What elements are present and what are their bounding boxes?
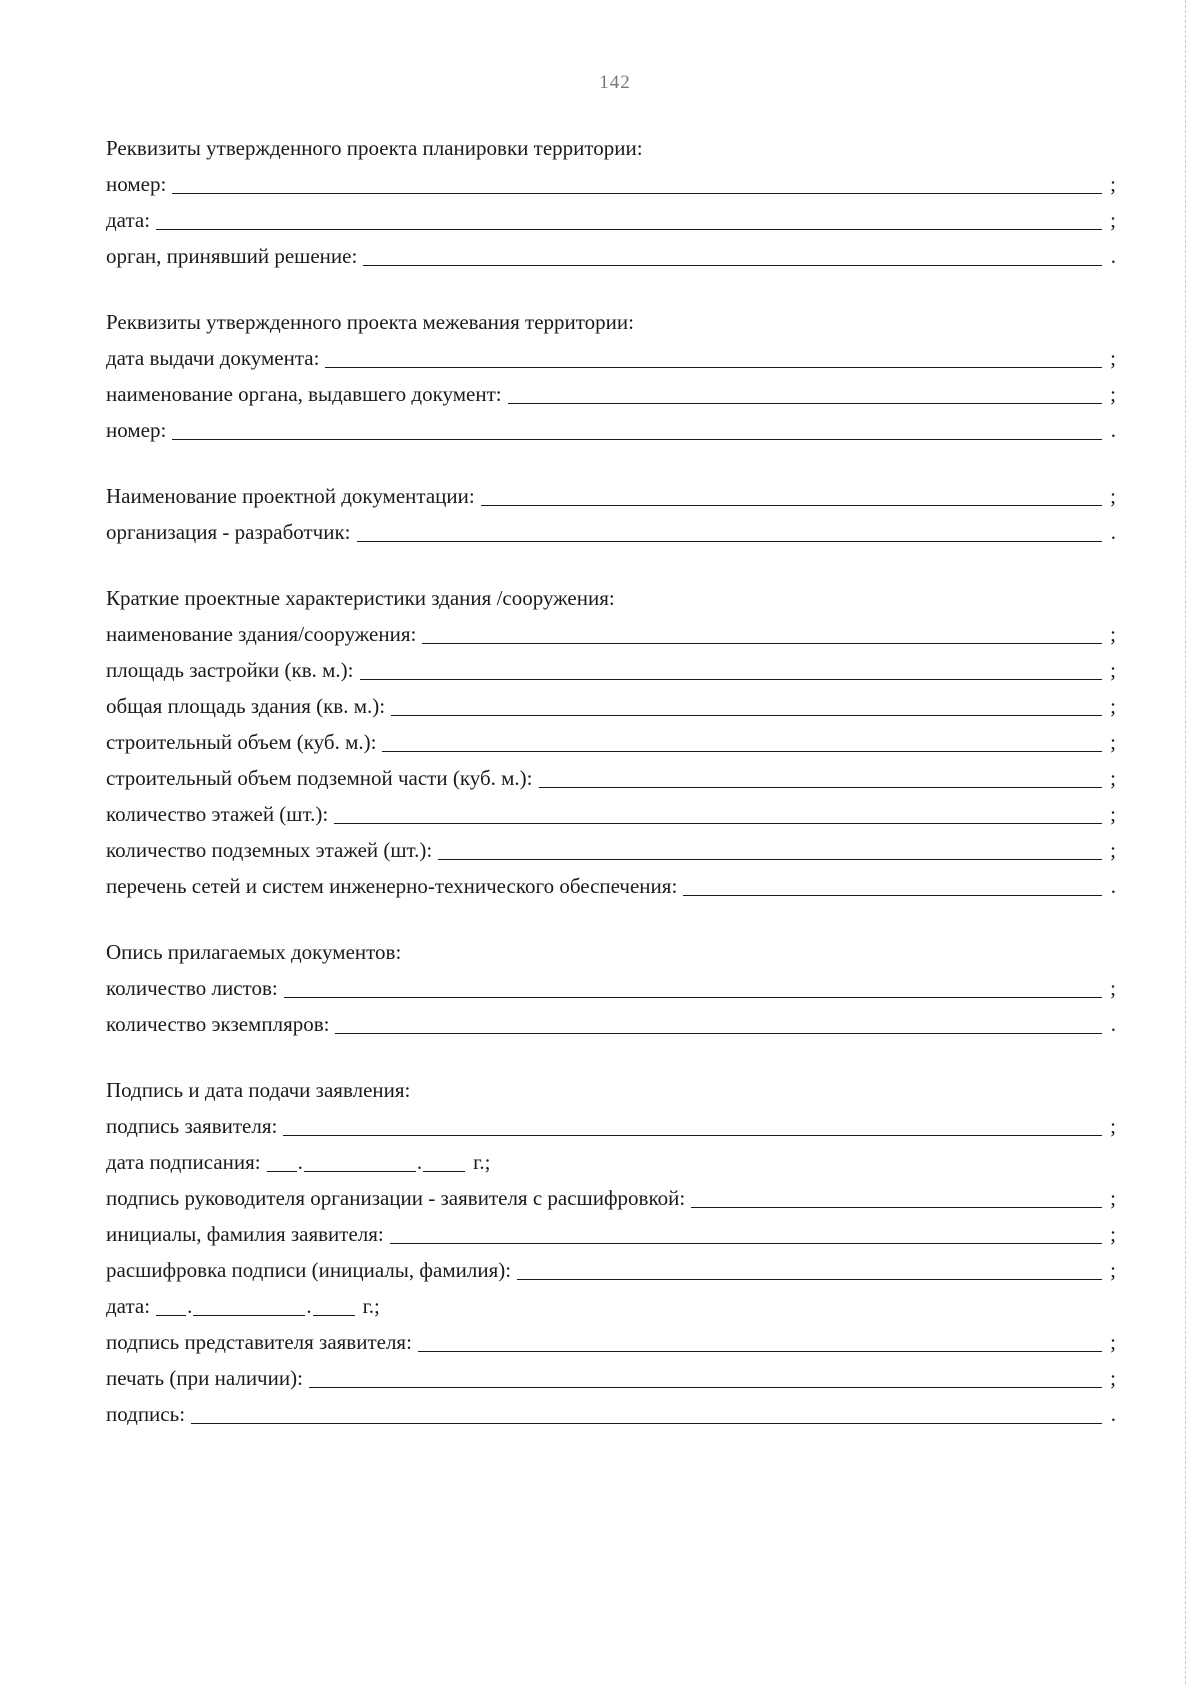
day-blank[interactable] xyxy=(156,1289,186,1316)
field-blank-line[interactable] xyxy=(172,413,1102,440)
underground-volume-field[interactable] xyxy=(106,760,1116,796)
field-punctuation: ; xyxy=(1110,658,1116,682)
field-label: номер: xyxy=(106,172,167,196)
field-punctuation: . xyxy=(1110,244,1116,268)
field-blank-line[interactable] xyxy=(360,653,1103,680)
field-punctuation: ; xyxy=(1110,694,1116,718)
field-punctuation: ; xyxy=(1110,1186,1116,1210)
field-label: количество подземных этажей (шт.): xyxy=(106,838,433,862)
field-blank-line[interactable] xyxy=(335,1007,1102,1034)
project-documentation-name-field[interactable] xyxy=(106,478,1116,514)
field-label: перечень сетей и систем инженерно-технического обеспечения: xyxy=(106,874,678,898)
field-punctuation: ; xyxy=(1110,976,1116,1000)
field-punctuation: ; xyxy=(1110,1330,1116,1354)
engineering-networks-field[interactable] xyxy=(106,868,1116,904)
building-characteristics-section xyxy=(106,580,1116,904)
field-blank-line[interactable] xyxy=(390,1217,1102,1244)
field-blank-line[interactable] xyxy=(325,341,1102,368)
field-blank-line[interactable] xyxy=(357,515,1102,542)
field-label: подпись руководителя организации - заявителя с расшифровкой: xyxy=(106,1186,686,1210)
year-blank[interactable] xyxy=(313,1289,355,1316)
field-label: наименование здания/сооружения: xyxy=(106,622,417,646)
field-punctuation: . xyxy=(1110,520,1116,544)
field-label: строительный объем (куб. м.): xyxy=(106,730,377,754)
field-punctuation: ; xyxy=(1110,382,1116,406)
field-blank-line[interactable] xyxy=(284,971,1102,998)
field-blank-line[interactable] xyxy=(363,239,1102,266)
applicant-signature-field[interactable] xyxy=(106,1108,1116,1144)
field-blank-line[interactable] xyxy=(691,1181,1102,1208)
field-punctuation: . xyxy=(1110,1012,1116,1036)
survey-issuer-field[interactable] xyxy=(106,376,1116,412)
field-label: строительный объем подземной части (куб. м.): xyxy=(106,766,533,790)
field-label: расшифровка подписи (инициалы, фамилия): xyxy=(106,1258,512,1282)
signature-decoding-field[interactable] xyxy=(106,1252,1116,1288)
year-blank[interactable] xyxy=(423,1145,465,1172)
field-punctuation: ; xyxy=(1110,208,1116,232)
field-label: подпись заявителя: xyxy=(106,1114,278,1138)
date-suffix: г.; xyxy=(473,1150,491,1174)
field-punctuation: ; xyxy=(1110,802,1116,826)
date-separator: . xyxy=(297,1150,303,1174)
field-label: дата: xyxy=(106,1294,151,1318)
field-label: дата: xyxy=(106,208,151,232)
month-blank[interactable] xyxy=(193,1289,305,1316)
planning-number-field[interactable] xyxy=(106,166,1116,202)
field-label: количество экземпляров: xyxy=(106,1012,330,1036)
field-punctuation: ; xyxy=(1110,1258,1116,1282)
field-blank-line[interactable] xyxy=(172,167,1102,194)
building-volume-field[interactable] xyxy=(106,724,1116,760)
month-blank[interactable] xyxy=(304,1145,416,1172)
section-heading: Краткие проектные характеристики здания /сооружения: xyxy=(106,586,615,610)
field-blank-line[interactable] xyxy=(382,725,1102,752)
total-area-field[interactable] xyxy=(106,688,1116,724)
representative-signature-field[interactable] xyxy=(106,1324,1116,1360)
field-label: количество листов: xyxy=(106,976,278,1000)
date-field[interactable] xyxy=(106,1288,1116,1324)
field-punctuation: . xyxy=(1110,418,1116,442)
field-blank-line[interactable] xyxy=(539,761,1102,788)
planning-authority-field[interactable] xyxy=(106,238,1116,274)
section-heading: Опись прилагаемых документов: xyxy=(106,940,402,964)
page-number: 142 xyxy=(599,72,631,93)
field-label: номер: xyxy=(106,418,167,442)
field-punctuation: ; xyxy=(1110,172,1116,196)
floor-count-field[interactable] xyxy=(106,796,1116,832)
signing-date-field[interactable] xyxy=(106,1144,1116,1180)
field-blank-line[interactable] xyxy=(283,1109,1102,1136)
field-punctuation: ; xyxy=(1110,1222,1116,1246)
sheet-count-field[interactable] xyxy=(106,970,1116,1006)
day-blank[interactable] xyxy=(267,1145,297,1172)
stamp-field[interactable] xyxy=(106,1360,1116,1396)
field-blank-line[interactable] xyxy=(418,1325,1102,1352)
application-form xyxy=(106,130,1116,1462)
field-punctuation: ; xyxy=(1110,346,1116,370)
survey-issue-date-field[interactable] xyxy=(106,340,1116,376)
date-separator: . xyxy=(306,1294,312,1318)
applicant-initials-field[interactable] xyxy=(106,1216,1116,1252)
field-label: площадь застройки (кв. м.): xyxy=(106,658,354,682)
planning-date-field[interactable] xyxy=(106,202,1116,238)
section-heading: Подпись и дата подачи заявления: xyxy=(106,1078,411,1102)
field-blank-line[interactable] xyxy=(683,869,1102,896)
field-blank-line[interactable] xyxy=(391,689,1102,716)
field-label: инициалы, фамилия заявителя: xyxy=(106,1222,384,1246)
field-label: печать (при наличии): xyxy=(106,1366,303,1390)
planning-project-section xyxy=(106,130,1116,274)
field-label: подпись представителя заявителя: xyxy=(106,1330,412,1354)
attached-documents-section xyxy=(106,934,1116,1042)
building-name-field[interactable] xyxy=(106,616,1116,652)
field-label: общая площадь здания (кв. м.): xyxy=(106,694,386,718)
developer-organization-field[interactable] xyxy=(106,514,1116,550)
field-label: Наименование проектной документации: xyxy=(106,484,475,508)
field-blank-line[interactable] xyxy=(422,617,1102,644)
field-punctuation: . xyxy=(1110,874,1116,898)
page-edge-border xyxy=(1185,0,1186,1684)
field-punctuation: ; xyxy=(1110,838,1116,862)
field-blank-line[interactable] xyxy=(191,1397,1102,1424)
field-blank-line[interactable] xyxy=(156,203,1102,230)
field-punctuation: ; xyxy=(1110,1366,1116,1390)
field-punctuation: ; xyxy=(1110,1114,1116,1138)
field-label: дата выдачи документа: xyxy=(106,346,320,370)
field-punctuation: ; xyxy=(1110,484,1116,508)
field-label: орган, принявший решение: xyxy=(106,244,358,268)
section-heading: Реквизиты утвержденного проекта планировки территории: xyxy=(106,136,643,160)
field-punctuation: ; xyxy=(1110,622,1116,646)
field-blank-line[interactable] xyxy=(481,479,1102,506)
underground-floor-count-field[interactable] xyxy=(106,832,1116,868)
section-heading: Реквизиты утвержденного проекта межевания территории: xyxy=(106,310,634,334)
field-blank-line[interactable] xyxy=(334,797,1102,824)
field-blank-line[interactable] xyxy=(517,1253,1102,1280)
field-blank-line[interactable] xyxy=(309,1361,1102,1388)
copy-count-field[interactable] xyxy=(106,1006,1116,1042)
field-punctuation: ; xyxy=(1110,766,1116,790)
date-separator: . xyxy=(187,1294,193,1318)
field-label: наименование органа, выдавшего документ: xyxy=(106,382,502,406)
built-area-field[interactable] xyxy=(106,652,1116,688)
date-suffix: г.; xyxy=(362,1294,380,1318)
field-blank-line[interactable] xyxy=(508,377,1102,404)
head-signature-field[interactable] xyxy=(106,1180,1116,1216)
field-label: организация - разработчик: xyxy=(106,520,351,544)
project-documentation-section xyxy=(106,478,1116,550)
field-label: количество этажей (шт.): xyxy=(106,802,329,826)
field-blank-line[interactable] xyxy=(438,833,1102,860)
field-punctuation: ; xyxy=(1110,730,1116,754)
survey-number-field[interactable] xyxy=(106,412,1116,448)
signature-section xyxy=(106,1072,1116,1432)
survey-project-section xyxy=(106,304,1116,448)
date-separator: . xyxy=(416,1150,423,1174)
field-label: дата подписания: xyxy=(106,1150,261,1174)
final-signature-field[interactable] xyxy=(106,1396,1116,1432)
field-label: подпись: xyxy=(106,1402,186,1426)
field-punctuation: . xyxy=(1110,1402,1116,1426)
